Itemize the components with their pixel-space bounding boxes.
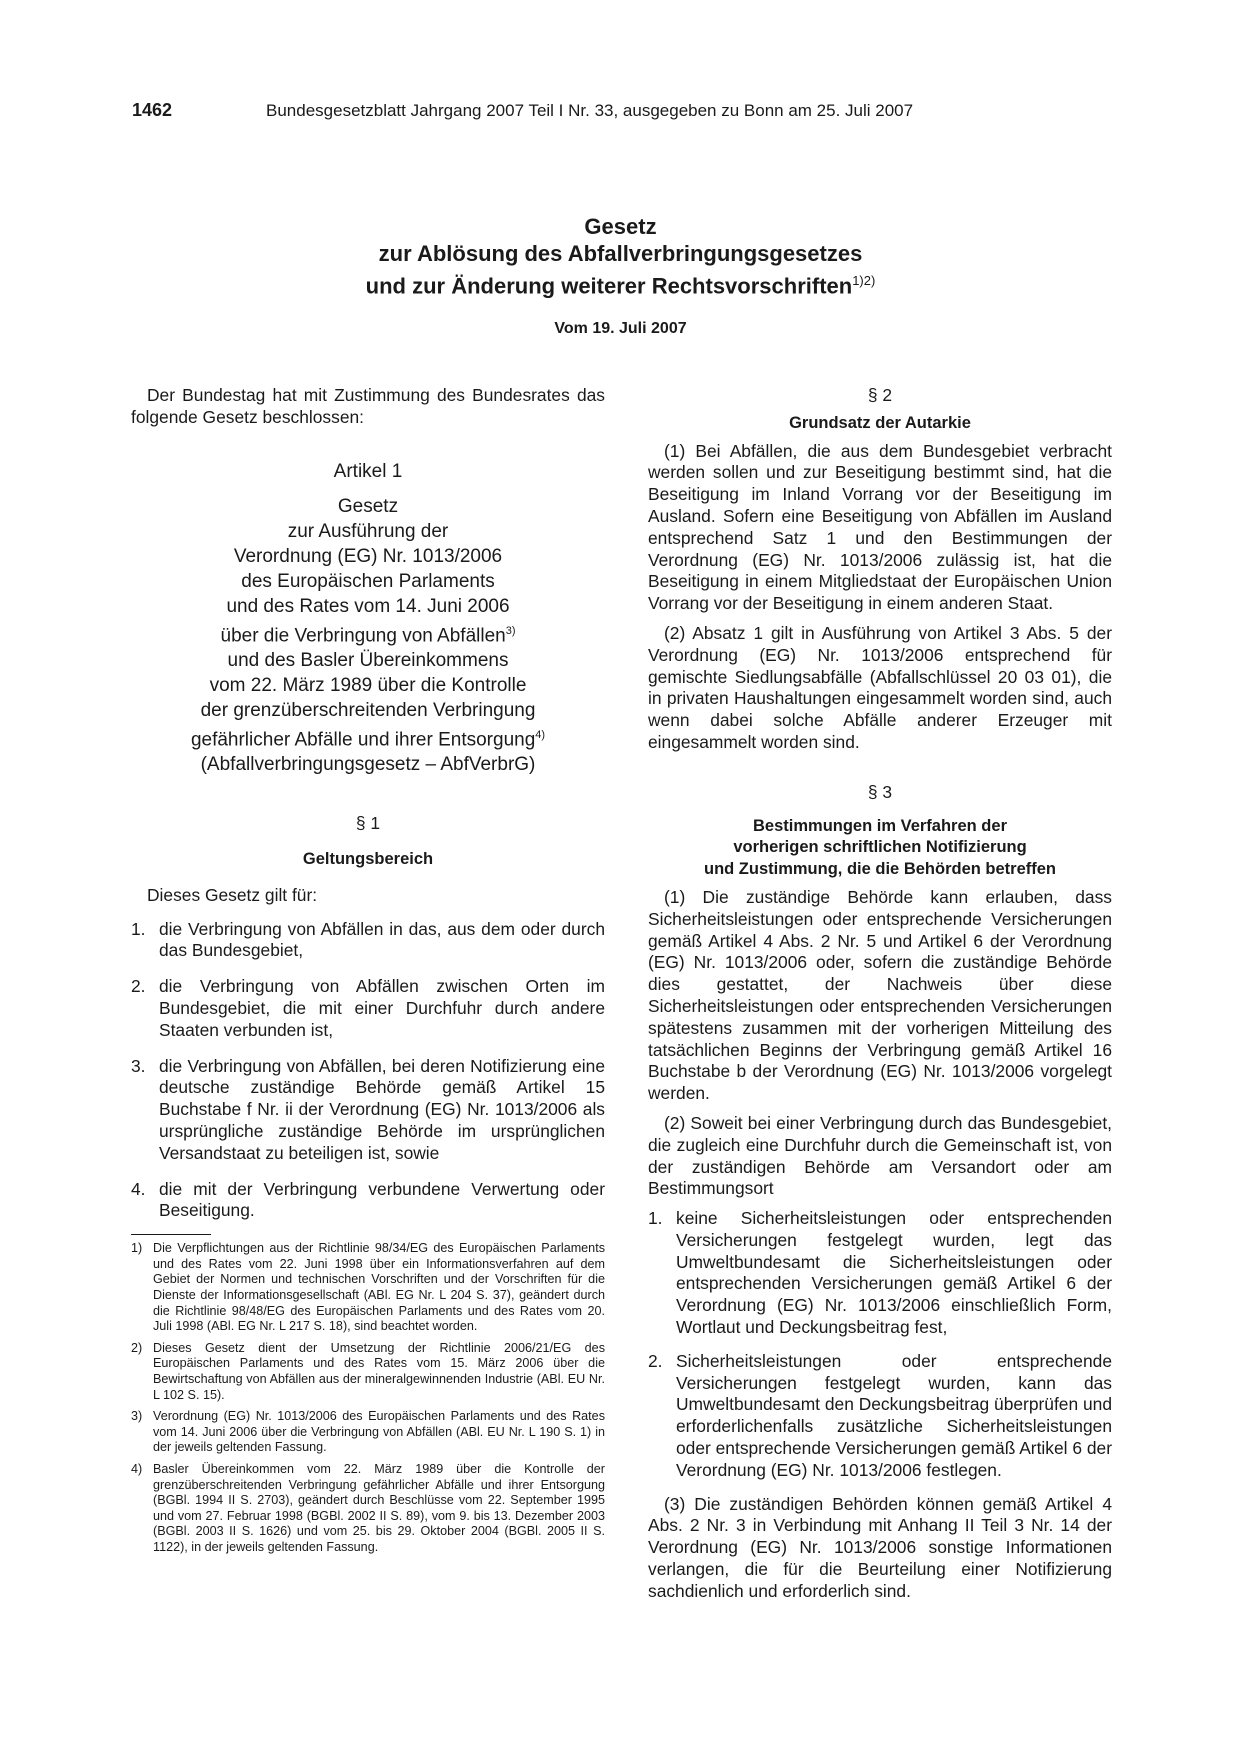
title-line-2: zur Ablösung des Abfallverbringungsgesetzes xyxy=(378,241,863,266)
footnote-mark: 3) xyxy=(131,1409,143,1424)
footnote-rule xyxy=(131,1234,211,1235)
law-date: Vom 19. Juli 2007 xyxy=(554,320,687,337)
left-column xyxy=(131,385,605,1555)
footnote-ref-3: 3) xyxy=(505,624,516,637)
list-item-number: 4. xyxy=(131,1178,146,1199)
section-3-heading-line-2: vorherigen schriftlichen Notifizierung xyxy=(733,838,1027,857)
section-2-number: § 2 xyxy=(867,385,893,405)
footnote-3 xyxy=(131,1409,605,1456)
list-item-number: 1. xyxy=(131,918,146,939)
section-2-paragraph-1: (1) Bei Abfällen, die aus dem Bundesgebiet verbracht werden sollen und zur Beseitigung bestimmt sind, hat die Beseitigung im Inland Vorrang vor der Beseitigung im Ausland. Sofern eine Beseitigung von Abfällen im Ausland entsprechend Satz 1 und den Bestimmungen der Verordnung (EG) Nr. 1013/2006 zulässig ist, hat die Beseitigung in einem Mitgliedstaat der Europäischen Union Vorrang vor der Beseitigung in einem anderen Staat. xyxy=(648,440,1112,614)
law-title xyxy=(0,213,1241,299)
article-title-line: Gesetz xyxy=(337,495,399,517)
section-3-number: § 3 xyxy=(867,781,893,802)
article-title-text: gefährlicher Abfälle und ihrer Entsorgung xyxy=(190,729,536,751)
list-item-text: Sicherheitsleistungen oder entsprechende Versicherungen festgelegt wurden, kann das Umweltbundesamt den Deckungsbeitrag überprüfen und erforderlichenfalls zusätzliche Sicherheitsleistungen oder entsprechende Versicherungen gemäß Artikel 6 der Verordnung (EG) Nr. 1013/2006 festlegen. xyxy=(676,1350,1112,1480)
list-item xyxy=(131,919,605,963)
preamble: Der Bundestag hat mit Zustimmung des Bundesrates das folgende Gesetz beschlossen: xyxy=(131,385,605,427)
gazette-issue-line: Bundesgesetzblatt Jahrgang 2007 Teil I Nr. 33, ausgegeben zu Bonn am 25. Juli 2007 xyxy=(266,101,914,120)
footnote-2 xyxy=(131,1341,605,1403)
list-item-number: 2. xyxy=(131,976,146,997)
list-item-number: 3. xyxy=(131,1055,146,1076)
article-title-line xyxy=(131,619,605,648)
section-3-paragraph-1: (1) Die zuständige Behörde kann erlauben, dass Sicherheitsleistungen oder entsprechende Versicherungen gemäß Artikel 4 Abs. 2 Nr. 5 und Artikel 6 der Verordnung (EG) Nr. 1013/2006 oder, sofern die zuständige Behörde dies gestattet, der Nachweis über diese Sicherheitsleistungen oder entsprechenden Versicherungen spätestens zusammen mit der vorherigen Mitteilung des tatsächlichen Beginns der Verbringung gemäß Artikel 16 Buchstabe b der Verordnung (EG) Nr. 1013/2006 vorgelegt werden. xyxy=(648,886,1112,1104)
footnote-mark: 1) xyxy=(131,1241,143,1256)
title-footnote-refs: 1)2) xyxy=(852,273,876,288)
article-title-line: und des Rates vom 14. Juni 2006 xyxy=(226,595,510,617)
list-item xyxy=(131,976,605,1041)
section-2-paragraph-2: (2) Absatz 1 gilt in Ausführung von Artikel 3 Abs. 5 der Verordnung (EG) Nr. 1013/2006 entsprechend für gemischte Siedlungsabfälle (Abfallschlüssel 20 03 01), die in privaten Haushaltungen eingesammelt worden sind, auch wenn dabei solche Abfälle anderer Erzeuger mit eingesammelt worden sind. xyxy=(648,622,1112,752)
footnote-text: Die Verpflichtungen aus der Richtlinie 98/34/EG des Europäischen Parlaments und des Rates vom 22. Juni 1998 über ein Informationsverfahren auf dem Gebiet der Normen und technischen Vorschriften und der Vorschriften für die Dienste der Informationsgesellschaft (ABl. EG Nr. L 204 S. 37), geändert durch die Richtlinie 98/48/EG des Europäischen Parlaments und des Rates vom 20. Juli 1998 (ABl. EG Nr. L 217 S. 18), sind beachtet worden. xyxy=(153,1241,605,1334)
footnote-4 xyxy=(131,1462,605,1556)
title-line-1: Gesetz xyxy=(584,214,657,239)
right-column xyxy=(648,385,1112,1603)
section-1-number: § 1 xyxy=(355,813,381,834)
article-title-line xyxy=(131,723,605,752)
list-item-number: 1. xyxy=(648,1208,663,1229)
article-title-text: über die Verbringung von Abfällen xyxy=(220,624,506,646)
footnote-text: Verordnung (EG) Nr. 1013/2006 des Europäischen Parlaments und des Rates vom 14. Juni 2006 über die Verbringung von Abfällen (ABl. EU Nr. L 190 S. 1) in der jeweils geltenden Fassung. xyxy=(153,1409,605,1455)
article-label: Artikel 1 xyxy=(333,460,403,482)
title-line-3 xyxy=(0,267,1241,299)
footnote-text: Dieses Gesetz dient der Umsetzung der Richtlinie 2006/21/EG des Europäischen Parlaments und des Rates vom 15. März 2006 über die Bewirtschaftung von Abfällen aus der mineralgewinnenden Industrie (ABl. EU Nr. L 102 S. 15). xyxy=(153,1340,605,1402)
article-title-line: zur Ausführung der xyxy=(287,520,449,542)
article-title-line: und des Basler Übereinkommens xyxy=(227,649,509,671)
article-title-line: der grenzüberschreitenden Verbringung xyxy=(200,699,536,721)
list-item xyxy=(131,1179,605,1223)
list-item-text: die Verbringung von Abfällen zwischen Orten im Bundesgebiet, die mit einer Durchfuhr durch andere Staaten verbunden ist, xyxy=(159,976,605,1040)
title-line-3-text: und zur Änderung weiterer Rechtsvorschriften xyxy=(365,273,853,299)
section-3-paragraph-3: (3) Die zuständigen Behörden können gemäß Artikel 4 Abs. 2 Nr. 3 in Verbindung mit Anhang II Teil 3 Nr. 14 der Verordnung (EG) Nr. 1013/2006 sonstige Informationen verlangen, die für die Beurteilung einer Notifizierung sachdienlich und erforderlich sind. xyxy=(648,1493,1112,1601)
article-title-line: vom 22. März 1989 über die Kontrolle xyxy=(209,674,527,696)
list-item xyxy=(648,1208,1112,1339)
article-title-line: des Europäischen Parlaments xyxy=(241,570,495,592)
section-1-list xyxy=(131,919,605,1223)
section-1-heading: Geltungsbereich xyxy=(302,850,434,869)
section-3-heading-line-3: und Zustimmung, die die Behörden betreffen xyxy=(703,860,1056,879)
list-item xyxy=(648,1351,1112,1482)
footnote-mark: 4) xyxy=(131,1461,143,1476)
list-item-number: 2. xyxy=(648,1350,663,1371)
section-3-list xyxy=(648,1208,1112,1482)
footnote-ref-4: 4) xyxy=(535,728,546,741)
section-3-paragraph-2: (2) Soweit bei einer Verbringung durch das Bundesgebiet, die zugleich eine Durchfuhr durch die Gemeinschaft ist, von der zuständigen Behörde am Versandort oder am Bestimmungsort xyxy=(648,1112,1112,1199)
section-3-heading-line-1: Bestimmungen im Verfahren der xyxy=(753,816,1007,835)
list-item-text: die mit der Verbringung verbundene Verwertung oder Beseitigung. xyxy=(159,1178,605,1221)
page-number: 1462 xyxy=(132,100,173,120)
running-header xyxy=(132,100,1112,126)
article-1-heading xyxy=(131,459,605,778)
list-item-text: die Verbringung von Abfällen, bei deren Notifizierung eine deutsche zuständige Behörde gemäß Artikel 15 Buchstabe f Nr. ii der Verordnung (EG) Nr. 1013/2006 als ursprüngliche zuständige Behörde im ursprünglichen Versandstaat zu beteiligen ist, sowie xyxy=(159,1055,605,1163)
section-1-intro: Dieses Gesetz gilt für: xyxy=(147,884,318,905)
list-item-text: keine Sicherheitsleistungen oder entsprechenden Versicherungen festgelegt wurden, legt das Umweltbundesamt die Sicherheitsleistungen oder entsprechenden Versicherungen gemäß Artikel 6 der Verordnung (EG) Nr. 1013/2006 einschließlich Form, Wortlaut und Deckungsbeitrag fest, xyxy=(676,1208,1112,1338)
section-2-heading: Grundsatz der Autarkie xyxy=(789,413,971,432)
footnote-mark: 2) xyxy=(131,1340,143,1355)
list-item-text: die Verbringung von Abfällen in das, aus dem oder durch das Bundesgebiet, xyxy=(159,918,605,961)
footnote-1 xyxy=(131,1241,605,1335)
list-item xyxy=(131,1056,605,1165)
article-title-line: Verordnung (EG) Nr. 1013/2006 xyxy=(233,545,503,567)
article-title-line: (Abfallverbringungsgesetz – AbfVerbrG) xyxy=(200,754,536,776)
footnotes xyxy=(131,1234,605,1555)
footnote-text: Basler Übereinkommen vom 22. März 1989 über die Kontrolle der grenzüberschreitenden Verbringung gefährlicher Abfälle und ihrer Entsorgung (BGBl. 1994 II S. 2703), geändert durch Beschlüsse vom 22. September 1995 und vom 27. Februar 1998 (BGBl. 2002 II S. 89), vom 9. bis 13. Dezember 2003 (BGBl. 2003 II S. 1626) und vom 25. bis 29. Oktober 2004 (BGBl. 2005 II S. 1122), in der jeweils geltenden Fassung. xyxy=(153,1461,605,1554)
